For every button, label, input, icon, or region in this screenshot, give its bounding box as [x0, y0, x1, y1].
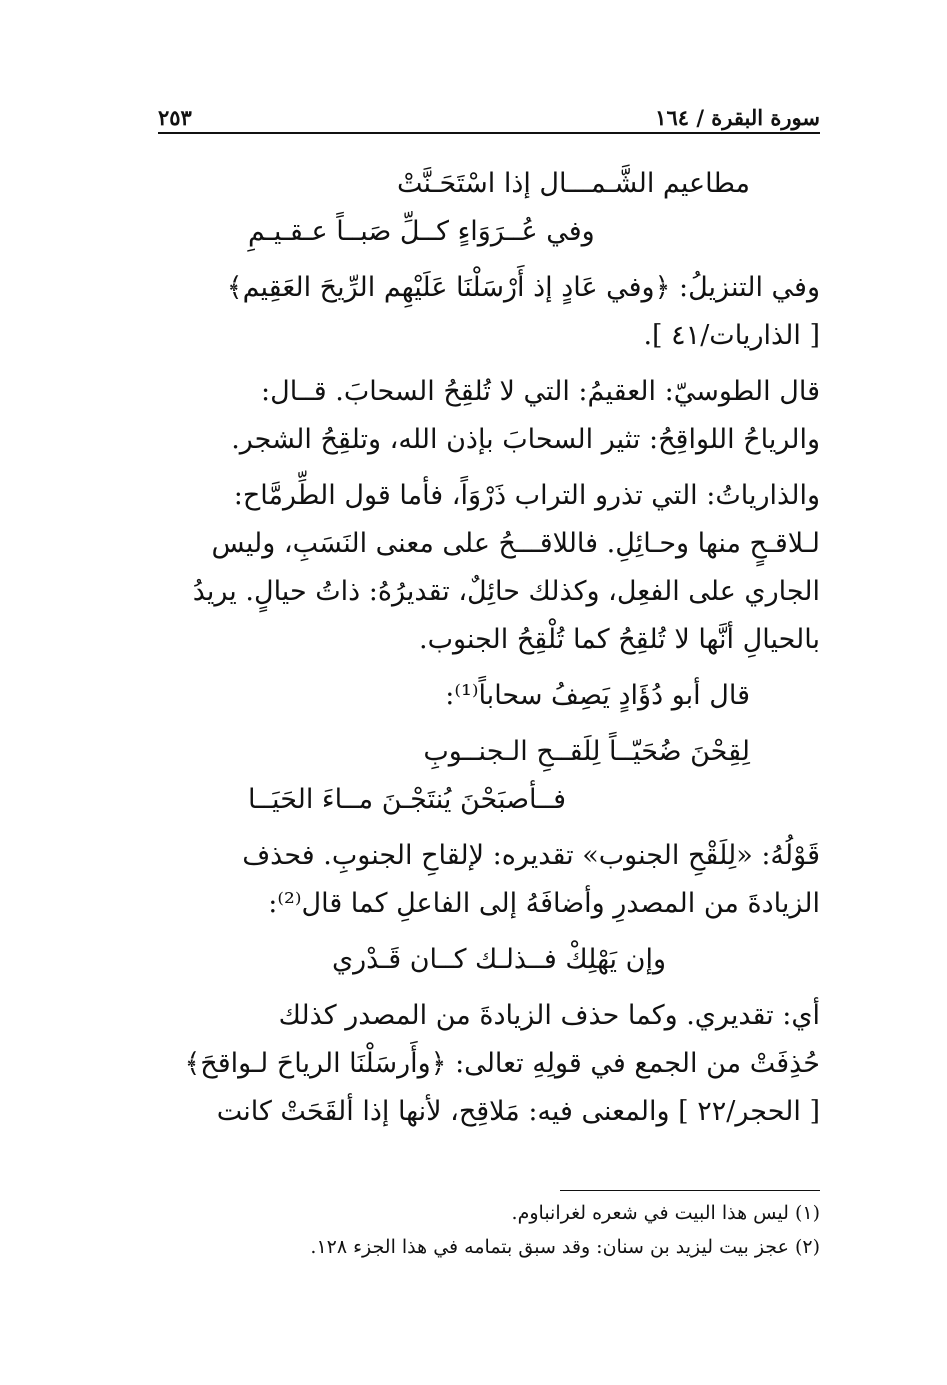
text-line: حُذِفَتْ من الجمع في قولِهِ تعالى: ﴿وأَرسَلْنَا الرياحَ لـواقحَ﴾: [184, 1048, 820, 1079]
text-line: قال الطوسيّ: العقيمُ: التي لا تُلقِحُ السحابَ. قــال:: [261, 376, 820, 407]
verse-line: وفي عُــرَوَاءٍ كــلِّ صَبــاً عـقـيـمِ: [248, 216, 595, 247]
footnotes: [158, 1196, 820, 1264]
footnote-rule: [560, 1190, 820, 1191]
verse-line: وإن يَهْلِكْ فــذلـك كــان قَـدْري: [331, 944, 667, 975]
text-line: الجاري على الفعِل، وكذلك حائِلٌ، تقديرُهُ: ذاتُ حيالٍ. يريدُ: [192, 576, 820, 607]
verse-line: لِقِحْنَ ضُحَيّــاً لِلَقــحِ الـجنــوبِ: [423, 736, 750, 767]
running-title: سورة البقرة / ١٦٤: [655, 105, 820, 130]
text-line: الزيادةَ من المصدرِ وأضافَهُ إلى الفاعلِ كما قال⁽²⁾:: [268, 888, 820, 919]
text-line: والرياحُ اللواقِحُ: تثير السحابَ بإذن الله، وتلقِحُ الشجر.: [231, 424, 820, 455]
text-line: بالحيالِ أنَّها لا تُلقِحُ كما تُلْقِحُ الجنوب.: [419, 624, 820, 655]
header-rule: [158, 132, 820, 134]
main-text: [158, 160, 820, 1136]
text-line: وفي التنزيلُ: ﴿وفي عَادٍ إذ أَرْسَلْنَا عَلَيْهِم الرِّيحَ العَقِيم﴾: [226, 272, 820, 303]
running-header: [158, 96, 820, 130]
text-line: أي: تقديري. وكما حذف الزيادةَ من المصدر كذلك: [278, 1000, 820, 1031]
verse-line: مطاعيم الشَّـمـــال إذا اسْتَحَـنَّتْ: [396, 168, 750, 199]
page-number: ٢٥٣: [158, 105, 192, 130]
text-line: [ الذاريات/٤١ ].: [643, 320, 820, 351]
footnote-1: (١) ليس هذا البيت في شعره لغرانباوم.: [511, 1202, 820, 1224]
verse-line: فــأصبَحْنَ يُنتَجْـنَ مــاءَ الحَيَــا: [248, 784, 567, 815]
text-line: قال أبو دُؤَادٍ يَصِفُ سحاباً⁽¹⁾:: [445, 680, 750, 711]
text-line: والذارياتُ: التي تذرو التراب ذَرْوَاً، فأما قول الطِّرمَّاح:: [233, 480, 820, 511]
text-line: قَوْلُهُ: «لِلَقْحِ الجنوب» تقديره: لإلقاحِ الجنوبِ. فحذف: [242, 840, 820, 871]
footnote-2: (٢) عجز بيت ليزيد بن سنان: وقد سبق بتمامه في هذا الجزء ١٢٨.: [310, 1236, 820, 1258]
text-line: لـلاقـحٍ منها وحـائِلِ. فاللاقـــحُ على معنى النَسَبِ، وليس: [211, 528, 820, 559]
text-line: [ الحجر/٢٢ ] والمعنى فيه: مَلاقِح، لأنها إذا ألقَحَتْ كانت: [216, 1096, 820, 1127]
